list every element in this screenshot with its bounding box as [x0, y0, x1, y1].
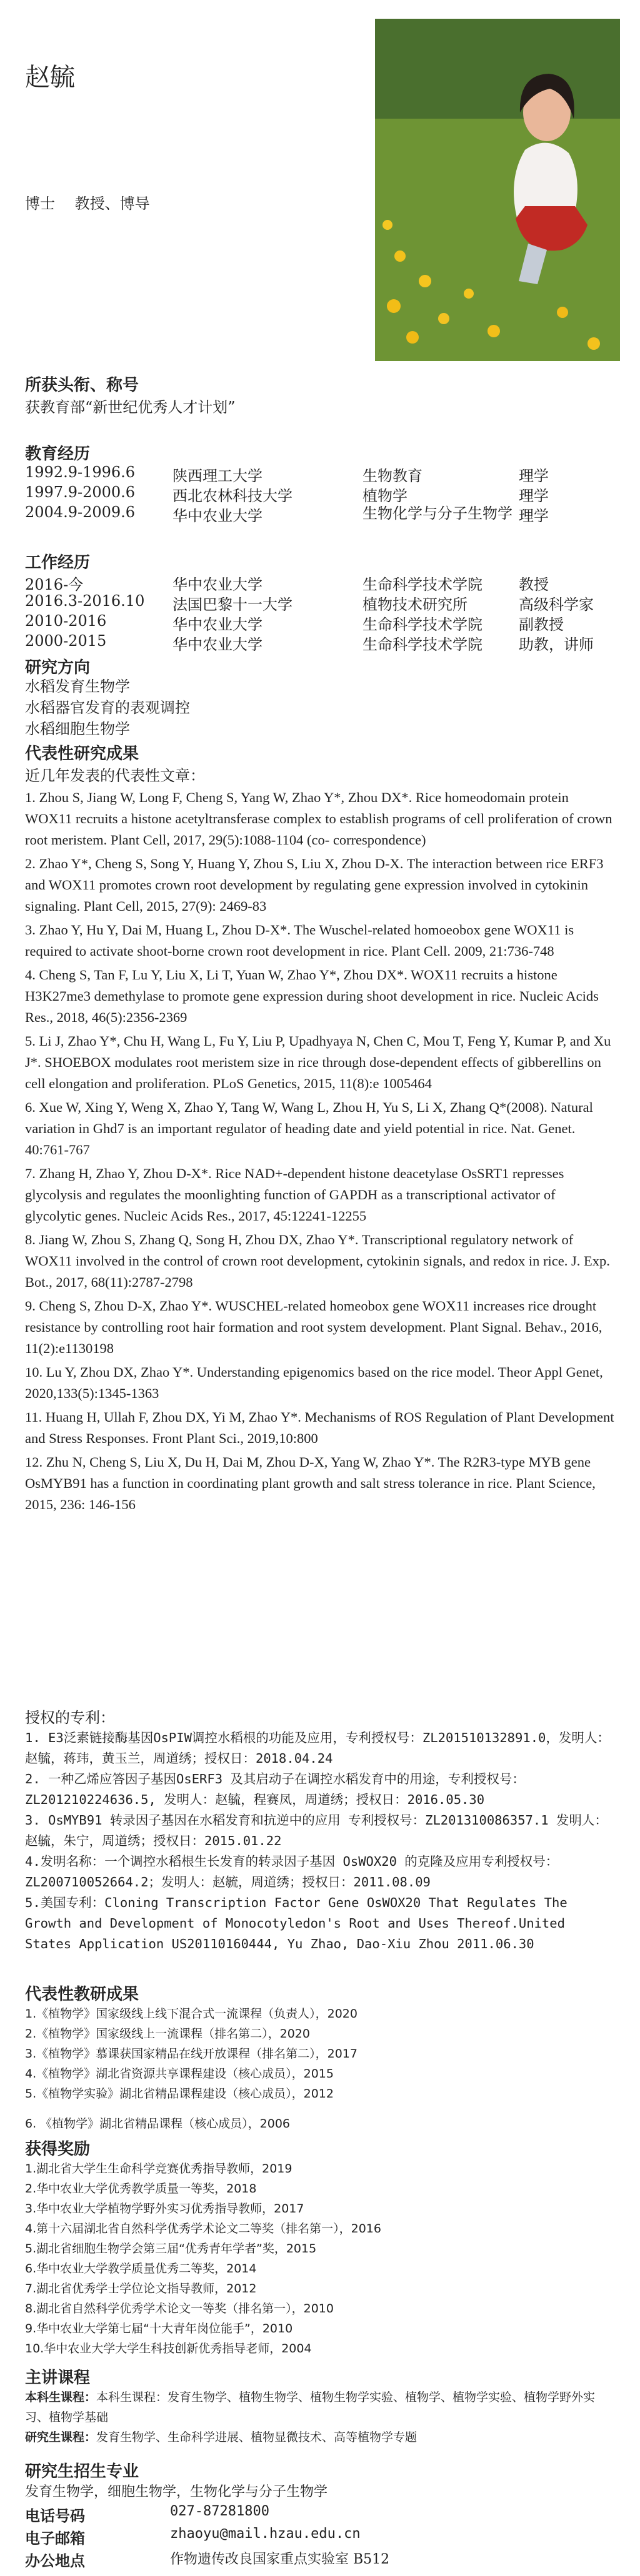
edu-school: 陕西理工大学	[172, 467, 262, 485]
work-row	[25, 612, 625, 632]
grad-course-text: 发育生物学、生命科学进展、植物显微技术、高等植物学专题	[96, 2430, 418, 2444]
awards-list	[25, 2159, 615, 2359]
honors-text: 获教育部“新世纪优秀人才计划”	[25, 399, 236, 416]
education-row	[25, 463, 625, 483]
award-item: 6.华中农业大学教学质量优秀二等奖，2014	[25, 2262, 257, 2276]
work-date: 2010-2016	[25, 612, 107, 630]
edu-field: 理学	[519, 467, 549, 485]
research-list	[25, 676, 615, 740]
work-org: 华中农业大学	[172, 616, 262, 633]
work-position: 教授	[519, 576, 549, 593]
award-item: 8.湖北省自然科学优秀学术论文一等奖（排名第一），2010	[25, 2302, 334, 2316]
award-item: 4.第十六届湖北省自然科学优秀学术论文二等奖（排名第一），2016	[25, 2222, 381, 2236]
work-dept: 生命科学技术学院	[362, 616, 482, 633]
work-dept: 植物技术研究所	[362, 596, 468, 613]
patent-list	[25, 1728, 615, 1954]
award-item: 9.华中农业大学第七届“十大青年岗位能手”，2010	[25, 2322, 293, 2336]
patent-item: 2. 一种乙烯应答因子基因OsERF3 及其启动子在调控水稻发育中的用途，专利授权号：ZL201210224636.5, 发明人：赵毓，程赛凤，周道绣；授权日：2016.05.30	[25, 1771, 525, 1807]
email-value: zhaoyu@mail.hzau.edu.cn	[170, 2526, 361, 2542]
research-heading: 研究方向	[25, 658, 91, 677]
award-item: 5.湖北省细胞生物学会第三届“优秀青年学者”奖，2015	[25, 2242, 317, 2256]
awards-heading: 获得奖励	[25, 2140, 91, 2159]
teaching-heading: 代表性教研成果	[25, 1985, 139, 2004]
publication-item: 4. Cheng S, Tan F, Lu Y, Liu X, Li T, Yuan W, Zhao Y*, Zhou DX*. WOX11 recruits a histone H3K27me3 demethylase to promote gene expression during shoot development in rice. Nucleic Acids Res., 2018, 46(5):2356-2369	[25, 967, 599, 1025]
grad-label: 研究生课程：	[25, 2430, 97, 2444]
work-dept: 生命科学技术学院	[362, 636, 482, 653]
edu-date: 2004.9-2009.6	[25, 503, 136, 521]
undergrad-label: 本科生课程：	[25, 2390, 97, 2404]
edu-field: 理学	[519, 487, 549, 505]
publication-item: 5. Li J, Zhao Y*, Chu H, Wang L, Fu Y, Liu P, Upadhyaya N, Chen C, Mou T, Feng Y, Kumar P, and Xu J*. SHOEBOX modulates root meristem size in rice through dose-dependent effects of gibberellins on cell elongation and proliferation. PLoS Genetics, 2015, 11(8):e 1005464	[25, 1033, 611, 1091]
work-row	[25, 632, 625, 652]
recruit-text: 发育生物学，细胞生物学，生物化学与分子生物学	[25, 2484, 328, 2500]
patent-item: 5.美国专利：Cloning Transcription Factor Gene OsWOX20 That Regulates The Growth and Development of Monocotyledon's Root and Uses Thereof.United States Application US20110160444, Yu Zhao, Dao-Xiu Zhou 2011.06.30	[25, 1895, 568, 1951]
publication-item: 6. Xue W, Xing Y, Weng X, Zhao Y, Tang W, Wang L, Zhou H, Yu S, Li X, Zhang Q*(2008). Natural variation in Ghd7 is an important regulator of heading date and yield potential in rice. Nat. Genet. 40:761-767	[25, 1099, 593, 1157]
work-position: 副教授	[519, 616, 564, 633]
publications-intro: 近几年发表的代表性文章：	[25, 767, 205, 785]
patent-item: 1. E3泛素链接酶基因OsPIW调控水稻根的功能及应用，专利授权号：ZL201510132891.0，发明人：赵毓，蒋玮，黄玉兰，周道绣；授权日：2018.04.24	[25, 1730, 610, 1766]
work-org: 华中农业大学	[172, 636, 262, 653]
publication-item: 11. Huang H, Ullah F, Zhou DX, Yi M, Zhao Y*. Mechanisms of ROS Regulation of Plant Development and Stress Responses. Front Plant Sci., 2019,10:800	[25, 1409, 614, 1446]
teaching-item: 4.《植物学》湖北省资源共享课程建设（核心成员），2015	[25, 2067, 334, 2081]
award-item: 2.华中农业大学优秀教学质量一等奖，2018	[25, 2182, 257, 2196]
patent-item: 3. OsMYB91 转录因子基因在水稻发育和抗逆中的应用 专利授权号：ZL201310086357.1 发明人：赵毓，朱宁，周道绣；授权日：2015.01.22	[25, 1813, 608, 1848]
edu-major: 生物化学与分子生物学	[362, 505, 512, 522]
publication-item: 3. Zhao Y, Hu Y, Dai M, Huang L, Zhou D-X*. The Wuschel-related homoeobox gene WOX11 is required to activate shoot-borne crown root development in rice. Plant Cell. 2009, 21:736-748	[25, 922, 574, 959]
edu-date: 1992.9-1996.6	[25, 463, 136, 481]
teaching-item: 5.《植物学实验》湖北省精品课程建设（核心成员），2012	[25, 2087, 334, 2101]
edu-field: 理学	[519, 507, 549, 525]
publications-heading: 代表性研究成果	[25, 745, 139, 763]
publication-item: 12. Zhu N, Cheng S, Liu X, Du H, Dai M, Zhou D-X, Yang W, Zhao Y*. The R2R3-type MYB gene OsMYB91 has a function in coordinating plant growth and salt stress tolerance in rice. Plant Science, 2015, 236: 146-156	[25, 1454, 596, 1512]
publication-item: 2. Zhao Y*, Cheng S, Song Y, Huang Y, Zhou S, Liu X, Zhou D-X. The interaction between rice ERF3 and WOX11 promotes crown root development by regulating gene expression involved in cytokinin signaling. Plant Cell, 2015, 27(9): 2469-83	[25, 856, 604, 914]
research-item: 水稻细胞生物学	[25, 720, 130, 738]
work-date: 2016.3-2016.10	[25, 592, 145, 610]
undergrad-course-text: 本科生课程：发育生物学、植物生物学、植物生物学实验、植物学、植物学实验、植物学野外实习、植物学基础	[25, 2390, 596, 2424]
work-dept: 生命科学技术学院	[362, 576, 482, 593]
work-date: 2016-今	[25, 576, 84, 593]
award-item: 3.华中农业大学植物学野外实习优秀指导教师，2017	[25, 2202, 304, 2216]
honors-heading: 所获头衔、称号	[25, 376, 139, 395]
phone-value: 027-87281800	[170, 2504, 269, 2519]
publication-item: 10. Lu Y, Zhou DX, Zhao Y*. Understanding epigenomics based on the rice model. Theor Appl Genet, 2020,133(5):1345-1363	[25, 1364, 603, 1401]
edu-date: 1997.9-2000.6	[25, 483, 136, 501]
education-heading: 教育经历	[25, 445, 91, 463]
work-heading: 工作经历	[25, 553, 91, 572]
edu-major: 植物学	[362, 487, 408, 505]
portrait-illustration	[375, 19, 620, 361]
education-row	[25, 503, 625, 543]
work-org: 华中农业大学	[172, 576, 262, 593]
publication-item: 8. Jiang W, Zhou S, Zhang Q, Song H, Zhou DX, Zhao Y*. Transcriptional regulatory network of WOX11 involved in the control of crown root development, cytokinin signals, and redox in rice. J. Exp. Bot., 2017, 68(11):2787-2798	[25, 1232, 610, 1290]
undergrad-courses	[25, 2387, 615, 2427]
patent-item: 4.发明名称：一个调控水稻根生长发育的转录因子基因 OsWOX20 的克隆及应用专利授权号：ZL200710052664.2；发明人：赵毓，周道绣；授权日：2011.08.09	[25, 1854, 559, 1890]
work-position: 高级科学家	[519, 596, 594, 613]
teaching-list	[25, 2004, 615, 2134]
work-row	[25, 592, 625, 612]
award-item: 10.华中农业大学大学生科技创新优秀指导老师，2004	[25, 2342, 312, 2356]
publication-list	[25, 787, 615, 1515]
award-item: 1.湖北省大学生生命科学竞赛优秀指导教师，2019	[25, 2162, 292, 2176]
work-org: 法国巴黎十一大学	[172, 596, 292, 613]
teaching-item: 3.《植物学》慕课获国家精品在线开放课程（排名第二），2017	[25, 2047, 358, 2061]
recruit-heading: 研究生招生专业	[25, 2462, 139, 2481]
person-name: 赵毓	[25, 63, 75, 92]
education-row	[25, 483, 625, 503]
publication-item: 1. Zhou S, Jiang W, Long F, Cheng S, Yang W, Zhao Y*, Zhou DX*. Rice homeodomain protein WOX11 recruits a histone acetyltransferase complex to establish programs of cell proliferation of crown root meristem. Plant Cell, 2017, 29(5):1088-1104 (co- correspondence)	[25, 790, 612, 848]
teaching-item: 6. 《植物学》湖北省精品课程（核心成员），2006	[25, 2117, 291, 2131]
work-position: 助教，讲师	[519, 636, 594, 653]
teaching-item: 1.《植物学》国家级线上线下混合式一流课程（负责人），2020	[25, 2007, 358, 2021]
phone-label: 电话号码	[25, 2507, 85, 2525]
person-title: 博士 教授、博导	[25, 195, 150, 212]
research-item: 水稻器官发育的表观调控	[25, 699, 190, 716]
grad-courses	[25, 2427, 615, 2447]
office-label: 办公地点	[25, 2552, 85, 2570]
teaching-item: 2.《植物学》国家级线上一流课程（排名第二），2020	[25, 2027, 310, 2041]
work-date: 2000-2015	[25, 632, 107, 650]
email-label: 电子邮箱	[25, 2529, 85, 2547]
office-value: 作物遗传改良国家重点实验室 B512	[170, 2552, 390, 2567]
courses-list	[25, 2387, 615, 2447]
publication-item: 9. Cheng S, Zhou D-X, Zhao Y*. WUSCHEL-related homeobox gene WOX11 increases rice drought resistance by controlling root hair formation and root system development. Plant Signal. Behav., 2016, 11(2):e1130198	[25, 1298, 602, 1356]
work-row	[25, 572, 625, 592]
edu-school: 西北农林科技大学	[172, 487, 292, 505]
courses-heading: 主讲课程	[25, 2369, 91, 2387]
edu-major: 生物教育	[362, 467, 422, 485]
profile-photo	[375, 19, 620, 361]
edu-school: 华中农业大学	[172, 507, 262, 525]
award-item: 7.湖北省优秀学士学位论文指导教师，2012	[25, 2282, 257, 2296]
research-item: 水稻发育生物学	[25, 678, 130, 695]
publication-item: 7. Zhang H, Zhao Y, Zhou D-X*. Rice NAD+-dependent histone deacetylase OsSRT1 represses glycolysis and regulates the moonlighting function of GAPDH as a transcriptional activator of glycolytic genes. Nucleic Acids Res., 2017, 45:12241-12255	[25, 1166, 564, 1224]
patents-heading: 授权的专利：	[25, 1709, 115, 1726]
